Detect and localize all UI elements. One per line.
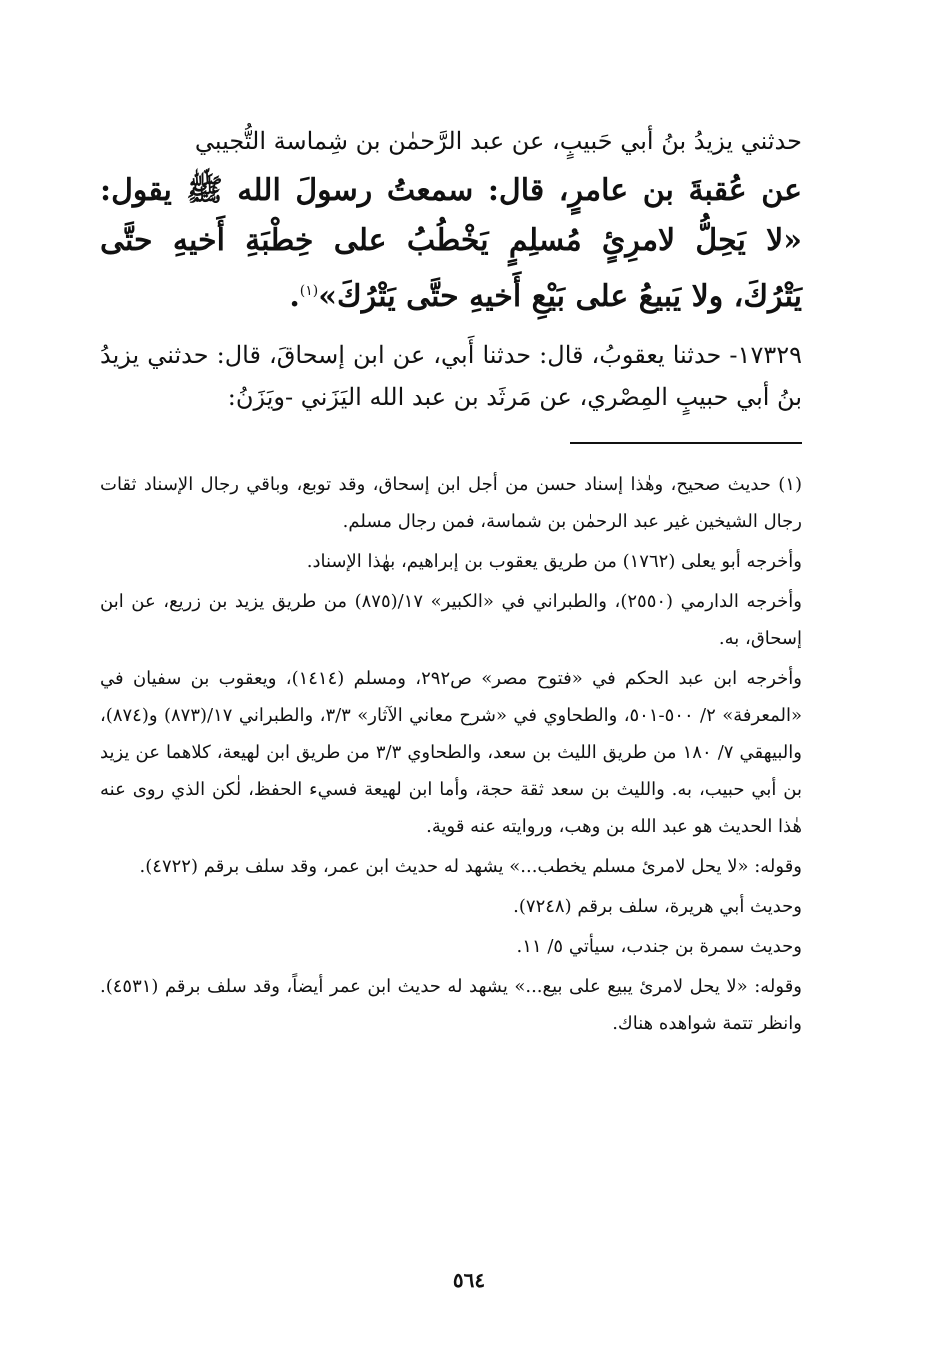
hadith-text: [100, 166, 802, 322]
footnote-paragraph: وأخرجه ابن عبد الحكم في «فتوح مصر» ص٢٩٢، ومسلم (١٤١٤)، ويعقوب بن سفيان في «المعرفة» ٢/ ٥٠٠-٥٠١، والطحاوي في «شرح معاني الآثار» ٣/٣، والطبراني ١٧/(٨٧٣) و(٨٧٤)، والبيهقي ٧/ ١٨٠ من طريق الليث بن سعد، والطحاوي ٣/٣ من طريق ابن لهيعة، كلاهما عن يزيد بن أبي حبيب، به. والليث بن سعد ثقة حجة، وأما ابن لهيعة فسيء الحفظ، لٰكن الذي روى عنه هٰذا الحديث هو عبد الله بن وهب، وروايته عنه قوية.: [100, 668, 802, 837]
page-number: ٥٦٤: [452, 1268, 486, 1292]
hadith-body: عن عُقبةَ بن عامرٍ، قال: سمعتُ رسولَ الله ﷺ يقول: «لا يَحِلُّ لامرِئٍ مُسلِمٍ يَخْطُبُ على خِطْبَةِ أَخيهِ حتَّى يَتْرُكَ، ولا يَبيعُ على بَيْعِ أَخيهِ حتَّى يَتْرُكَ»: [100, 173, 802, 314]
footnote-paragraph: (١) حديث صحيح، وهٰذا إسناد حسن من أجل ابن إسحاق، وقد توبع، وباقي رجال الإسناد ثقات رجال الشيخين غير عبد الرحمٰن بن شماسة، فمن رجال مسلم.: [100, 474, 802, 532]
isnad-chain: ١٧٣٢٩- حدثنا يعقوبُ، قال: حدثنا أَبي، عن ابن إسحاقَ، قال: حدثني يزيدُ بنُ أبي حبيبٍ المِصْري، عن مَرثَد بن عبد الله اليَزَني -ويَزَنُ:: [100, 341, 802, 411]
footnote-paragraph: وأخرجه الدارمي (٢٥٥٠)، والطبراني في «الكبير» ١٧/(٨٧٥) من طريق يزيد بن زريع، عن ابن إسحاق، به.: [100, 591, 802, 649]
hadith-end: .: [289, 279, 300, 314]
footnotes: [100, 466, 802, 1042]
footnote-paragraph: وقوله: «لا يحل لامرئ يبيع على بيع...» يشهد له حديث ابن عمر أيضاً، وقد سلف برقم (٤٥٣١). وانظر تتمة شواهده هناك.: [100, 976, 802, 1034]
footnote-paragraph: وقوله: «لا يحل لامرئ مسلم يخطب...» يشهد له حديث ابن عمر، وقد سلف برقم (٤٧٢٢).: [139, 856, 802, 877]
footnote-paragraph: وأخرجه أبو يعلى (١٧٦٢) من طريق يعقوب بن إبراهيم، بهٰذا الإسناد.: [306, 551, 802, 572]
footnote-paragraph: وحديث سمرة بن جندب، سيأتي ٥/ ١١.: [516, 936, 802, 957]
main-text: [100, 118, 802, 418]
page-body: [100, 118, 802, 1045]
footnote-ref: (١): [299, 283, 319, 299]
footnote-paragraph: وحديث أبي هريرة، سلف برقم (٧٢٤٨).: [513, 896, 802, 917]
intro-line: حدثني يزيدُ بنُ أبي حَبيبٍ، عن عبد الرَّحمٰن بن شِماسة التُّجيبي: [194, 127, 802, 155]
footnote-divider: [570, 442, 802, 444]
